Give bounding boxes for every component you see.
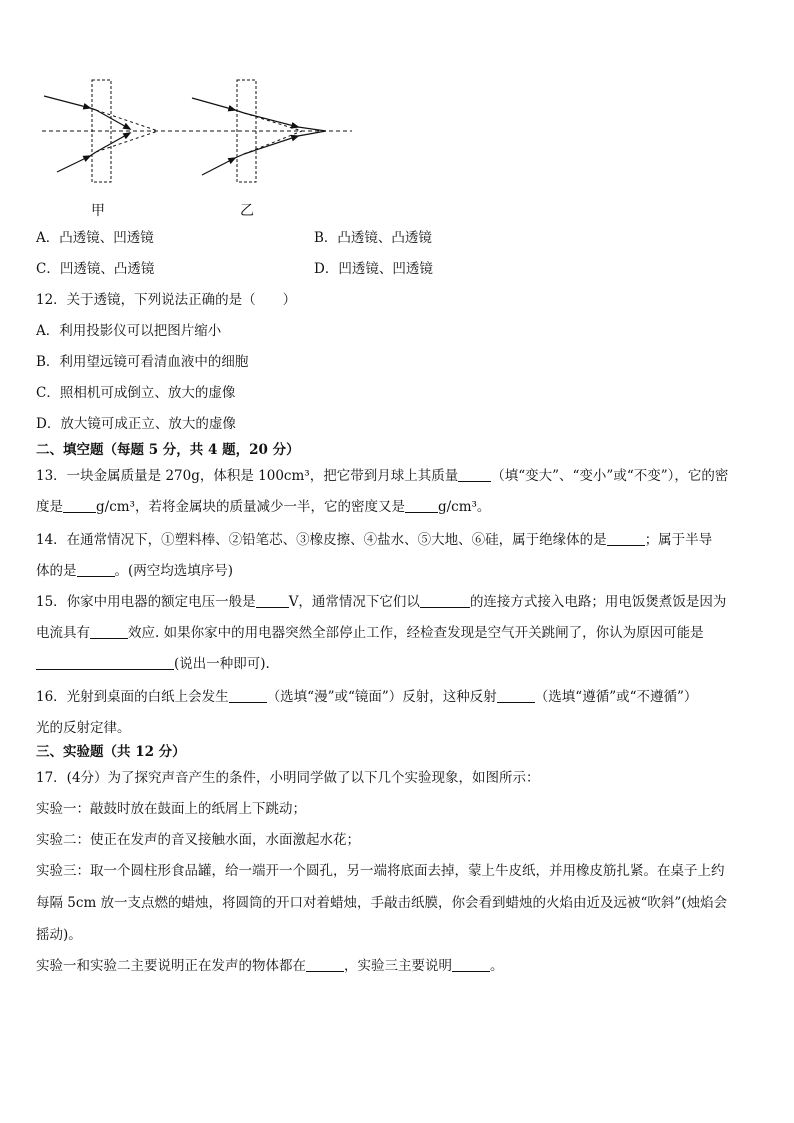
- q12-option-b: B．利用望远镜可看清血液中的细胞: [36, 354, 249, 370]
- q17-text: ，实验三主要说明: [344, 958, 452, 974]
- answer-blank[interactable]: [458, 467, 491, 482]
- experiment-3-line-1: 实验三：取一个圆柱形食品罐，给一端开一个圆孔，另一端将底面去掉，蒙上牛皮纸，并用橡皮筋扎紧。在桌子上约: [36, 863, 725, 879]
- experiment-3-line-2: 每隔 5cm 放一支点燃的蜡烛，将圆筒的开口对着蜡烛，手敲击纸膜，你会看到蜡烛的火焰由近及远被“吹斜”(烛焰会: [36, 895, 728, 911]
- lens-box-jia: [42, 80, 182, 182]
- question-14-line-2: [36, 562, 233, 580]
- answer-blank[interactable]: [90, 624, 128, 639]
- answer-blank[interactable]: [63, 498, 96, 513]
- answer-blank[interactable]: [229, 688, 267, 703]
- answer-blank[interactable]: [452, 957, 490, 972]
- option-d: D．凹透镜、凹透镜: [314, 261, 433, 277]
- q13-text: （填“变大”、“变小”或“不变”），它的密: [491, 468, 729, 484]
- experiment-1: 实验一：敲鼓时放在鼓面上的纸屑上下跳动；: [36, 801, 306, 817]
- q15-text: 效应. 如果你家中的用电器突然全部停止工作，经检查发现是空气开关跳闸了，你认为原因可能是: [128, 625, 704, 641]
- q12-option-c: C．照相机可成倒立、放大的虚像: [36, 385, 236, 401]
- answer-blank[interactable]: [405, 498, 438, 513]
- lens-box-yi: [182, 80, 352, 182]
- q14-text: ；属于半导: [644, 532, 713, 548]
- figure-label-yi: 乙: [240, 203, 254, 219]
- question-13-line-2: [36, 498, 490, 516]
- answer-blank[interactable]: [77, 562, 115, 577]
- q16-text: 16．光射到桌面的白纸上会发生: [36, 689, 229, 705]
- q15-text: V，通常情况下它们以: [288, 594, 420, 610]
- q13-text: 度是: [36, 499, 63, 515]
- q14-text: 14．在通常情况下，①塑料棒、②铅笔芯、③橡皮擦、④盐水、⑤大地、⑥硅，属于绝缘体的是: [36, 532, 607, 548]
- question-15-line-3: [36, 655, 270, 673]
- q16-text: （选填“漫”或“镜面”）反射，这种反射: [266, 689, 497, 705]
- q13-text: g/cm³，若将金属块的质量减少一半，它的密度又是: [96, 499, 405, 515]
- section-2-heading: 二、填空题（每题 5 分，共 4 题，20 分）: [36, 442, 300, 458]
- answer-blank[interactable]: [497, 688, 535, 703]
- question-17-stem: 17．(4分）为了探究声音产生的条件，小明同学做了以下几个实验现象，如图所示：: [36, 770, 540, 786]
- answer-blank[interactable]: [306, 957, 344, 972]
- question-16-line-1: [36, 688, 697, 706]
- experiment-2: 实验二：使正在发声的音叉接触水面，水面激起水花；: [36, 832, 360, 848]
- answer-blank[interactable]: [36, 655, 174, 670]
- q15-text: (说出一种即可).: [174, 656, 270, 672]
- q13-text: g/cm³。: [437, 499, 491, 515]
- q12-option-a: A．利用投影仪可以把图片缩小: [36, 323, 222, 339]
- question-12-stem: 12．关于透镜，下列说法正确的是（ ）: [36, 292, 297, 308]
- question-16-line-2: 光的反射定律。: [36, 720, 131, 736]
- q15-text: 15．你家中用电器的额定电压一般是: [36, 594, 256, 610]
- q14-text: 。(两空均选填序号): [114, 563, 234, 579]
- experiment-3-line-3: 摇动)。: [36, 927, 82, 943]
- question-13-line-1: [36, 467, 728, 485]
- question-15-line-1: [36, 593, 726, 611]
- q16-text: （选填“遵循”或“不遵循”）: [534, 689, 698, 705]
- q14-text: 体的是: [36, 563, 77, 579]
- q12-option-d: D．放大镜可成正立、放大的虚像: [36, 416, 236, 432]
- q17-text: 。: [490, 958, 504, 974]
- answer-blank[interactable]: [256, 593, 289, 608]
- figure-label-jia: 甲: [91, 203, 105, 219]
- question-17-conclusion: [36, 957, 504, 975]
- q13-text: 13．一块金属质量是 270g，体积是 100cm³，把它带到月球上其质量: [36, 468, 459, 484]
- option-c: C．凹透镜、凸透镜: [36, 261, 155, 277]
- q15-text: 的连接方式接入电路；用电饭煲煮饭是因为: [469, 594, 727, 610]
- option-a: A．凸透镜、凹透镜: [36, 230, 154, 246]
- answer-blank[interactable]: [607, 531, 645, 546]
- question-14-line-1: [36, 531, 712, 549]
- section-3-heading: 三、实验题（共 12 分）: [36, 744, 186, 760]
- lens-ray-diagram: [30, 72, 370, 222]
- option-b: B．凸透镜、凸透镜: [314, 230, 432, 246]
- answer-blank[interactable]: [420, 593, 470, 608]
- q15-text: 电流具有: [36, 625, 90, 641]
- question-15-line-2: [36, 624, 704, 642]
- q17-text: 实验一和实验二主要说明正在发声的物体都在: [36, 958, 306, 974]
